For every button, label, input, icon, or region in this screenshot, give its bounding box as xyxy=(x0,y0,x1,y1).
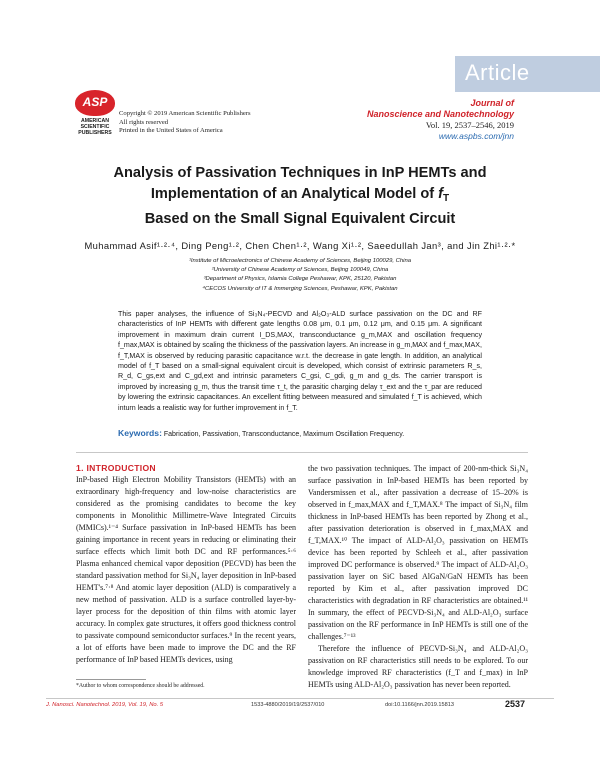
page-footer xyxy=(0,700,600,714)
paragraph: InP-based High Electron Mobility Transistors (HEMTs) with an extraordinary high-frequency and low-noise characteristics are considered as the promising candidates to become the key components in Monolithic Millimetre-Wave Integrated Circuits (MMICs).¹⁻⁴ Surface passivation in InP-based HEMTs has been gaining importance in recent years in reducing or eliminating their surface effects which limit both DC and RF performances.⁵·⁶ Plasma enhanced chemical vapor deposition (PECVD) has been the standard passivation method for Si₃N₄ layer deposition in InP-based HEMT's.⁷·⁸ And atomic layer deposition (ALD) is comparatively a new method of passivation. ALD is a surface controlled layer-by-layer process for the deposition of thin films with atomic layer accuracy. In complex gate structures, it offers good thickness control to passivate compound semiconductor surfaces.⁹ In the recent years, a lot of efforts have been made to improve the DC and the RF performance of InP based HEMTs devices, using xyxy=(76,475,296,664)
publisher-logo xyxy=(70,90,120,142)
keywords-label: Keywords: xyxy=(118,428,162,438)
paragraph: Therefore the influence of PECVD-Si₃N₄ and ALD-Al₂O₃ passivation on RF characteristics still needs to be explored. To our knowledge improved RF characteristics (f_T and f_max) in InP HEMTs using ALD-Al₂O₃ passivation has never been reported. xyxy=(308,644,528,689)
journal-name-line2: Nanoscience and Nanotechnology xyxy=(366,109,514,119)
copyright-notice: Copyright © 2019 American Scientific Publishers All rights reserved Printed in the United States of America xyxy=(119,110,251,135)
journal-website-link[interactable]: www.aspbs.com/jnn xyxy=(438,131,514,141)
section-heading: 1. INTRODUCTION xyxy=(76,463,156,473)
footer-issn: 1533-4880/2019/19/2537/010 xyxy=(251,702,325,708)
journal-info xyxy=(367,98,514,142)
affiliations xyxy=(120,257,480,294)
intro-left-column xyxy=(76,474,296,666)
paper-title: Analysis of Passivation Techniques in InP HEMTs and Implementation of an Analytical Model of $f_T$ Based on the Small Signal Equivalent Circuit xyxy=(113,165,487,227)
journal-name-line1: Journal of xyxy=(470,98,514,108)
abstract-text: This paper analyses, the influence of Si₃N₄-PECVD and Al₂O₃-ALD surface passivation on the DC and RF characteristics of InP HEMTs with different gate lengths 0.08 μm, 0.1 μm, 0.12 μm, and 0.15 μm. A significant improvement in maximum drain current I_DS,MAX, transconductance g_m,MAX and oscillation frequency f_max,MAX is obtained by scaling the thickness of the passivation layers. An increase in g_m,MAX and f_max,MAX, f_T,MAX is observed by reducing parasitic capacitance w.r.t. the decrease in gate length. In addition, an analytical model of f_T based on a small-signal equivalent circuit is developed, which consist of extrinsic parameters R_s, R_d, C_gs,ext and C_gd,ext and intrinsic parameters C_gsi, C_gdi, g_m and g_ds. The carrier transport is improved by increasing g_m, thus the transit time τ_t, the parasitic charging delay τ_ext and the τ_par are reduced by lowering the extrinsic capacitances. An excellent fitting between measured and simulated f_T is achieved, which inturn leads a realistic way for further improvement in f_T. xyxy=(118,310,482,412)
footnote-rule xyxy=(76,679,146,680)
footer-rule xyxy=(46,698,554,699)
affiliation: ²University of Chinese Academy of Sciences, Beijing 100049, China xyxy=(211,267,389,274)
paragraph: the two passivation techniques. The impact of 200-nm-thick Si₃N₄ surface passivation in InP-based HEMTs has been reported by Vandersmissen et al., after passivation a decrease of 15–20% is observed in f_max,MAX and f_T,MAX.⁸ The impact of Si₃N₄ film thickness in InP-based HEMTs has been reported by Zhong et al., after passivation deterioration is observed in f_max,MAX and f_T,MAX.¹⁰ The impact of ALD-Al₂O₃ passivation on HEMTs device has been reported by Schleeh et al., after passivation improved DC performance is observed.⁹ The impact of ALD-Al₂O₃ passivation layer on SiC based AlGaN/GaN HEMTs has been reported by Kim et al., after passivation improved DC characteristics with degradation in RF characteristics are obtained.¹¹ In summary, the effect of PECVD-Si₃N₄ and ALD-Al₂O₃ surface passivation on the RF performance in InP HEMTs is still one of the challenges.⁷⁻¹³ xyxy=(308,464,528,641)
divider xyxy=(76,452,528,453)
keywords-list: Fabrication, Passivation, Transconductance, Maximum Oscillation Frequency. xyxy=(163,431,405,438)
footer-doi: doi:10.1166/jnn.2019.15813 xyxy=(385,702,454,708)
page-number: 2537 xyxy=(505,699,526,709)
affiliation: ⁴CECOS University of IT & Immerging Sciences, Peshawar, KPK, Pakistan xyxy=(202,285,398,292)
footer-journal-ref: J. Nanosci. Nanotechnol. 2019, Vol. 19, No. 5 xyxy=(46,702,164,708)
keywords xyxy=(118,428,482,438)
author-list: Muhammad Asif¹·²·⁴, Ding Peng¹·², Chen Chen¹·², Wang Xi¹·², Saeedullah Jan³, and Jin Zhi¹·²·* xyxy=(84,240,516,251)
affiliation: ³Department of Physics, Islamia College Peshawar, KPK, 25120, Pakistan xyxy=(203,276,397,283)
journal-volume: Vol. 19, 2537–2546, 2019 xyxy=(425,120,514,130)
article-type-tab xyxy=(455,56,600,92)
intro-right-column xyxy=(308,463,528,691)
publisher-name: AMERICAN SCIENTIFIC PUBLISHERS xyxy=(78,118,112,136)
asp-logo-icon: ASP xyxy=(75,90,115,116)
footnote: *Author to whom correspondence should be addressed. xyxy=(76,683,205,689)
article-type-label: Article xyxy=(465,60,530,85)
affiliation: ¹Institute of Microelectronics of Chinese Academy of Sciences, Beijing 100029, China xyxy=(188,258,412,264)
